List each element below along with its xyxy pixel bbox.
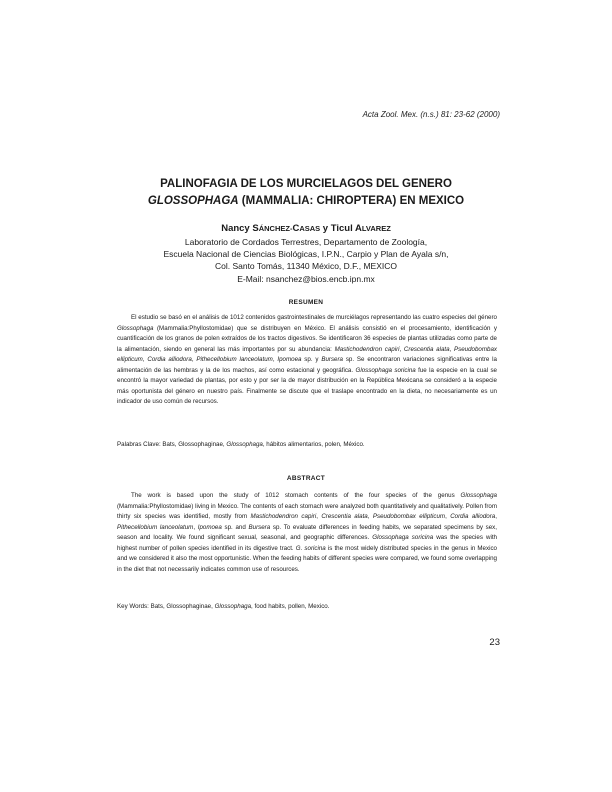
text-run: sp. To evaluate differences in feeding habits, we separated specimens by sex, season and locality. We found significant sexual, seasonal, and geographic differences.: [117, 523, 497, 541]
text-run: (Mammalia:Phyllostomidae) living in Mexico. The contents of each stomach were analyzed both quantitatively and qualitatively. Pollen from thirty six species was identified, mostly from: [117, 502, 497, 520]
title-line-2-rest: (MAMMALIA: CHIROPTERA) EN MEXICO: [238, 195, 465, 207]
author-connector: y: [320, 223, 331, 234]
title-line-2: [0, 193, 612, 210]
abstract-heading: ABSTRACT: [286, 475, 326, 482]
text-run: ,: [142, 356, 148, 363]
affiliation-line: Escuela Nacional de Ciencias Biológicas, I.P.N., Carpio y Plan de Ayala s/n,: [163, 249, 449, 260]
text-run: ,: [193, 523, 198, 531]
author-1-last2-initial: C: [292, 223, 300, 234]
article-title: [0, 176, 612, 210]
text-run: ,: [449, 345, 454, 353]
species-name: Pithecellobium lanceolatum: [117, 523, 194, 531]
affiliation-line: Col. Santo Tomás, 11340 México, D.F., MEXICO: [214, 261, 398, 272]
text-run: ,: [445, 513, 451, 520]
page-number: 23: [489, 637, 500, 648]
author-2-last-initial: A: [355, 223, 362, 234]
author-2-last-rest: LVAREZ: [361, 224, 391, 233]
species-name: Crescentia alata: [321, 513, 368, 520]
author-1-first: Nancy: [221, 223, 253, 234]
species-name: Ipomoea: [197, 523, 222, 531]
genus-name: Glossophaga: [226, 441, 263, 448]
affiliation: [0, 236, 612, 285]
text-run: fue la especie en la cual se encontró la mayor variedad de plantas, por esto y por ser la de mayor distribución en la República Mexicana se consideró a la especie más oportunista del género en nuestro país. Finalmente se discute que el traslape encontrado en la dieta, no necesariamente es un indicador de uso común de recursos.: [117, 366, 497, 405]
genus-name: Glossophaga: [460, 492, 497, 499]
species-name: Bursera: [248, 523, 271, 531]
species-name: Pseudobombax ellipticum: [372, 513, 446, 520]
title-line-1: PALINOFAGIA DE LOS MURCIELAGOS DEL GENERO: [160, 178, 452, 190]
text-run: sp. y: [301, 356, 322, 363]
resumen-heading: RESUMEN: [288, 299, 324, 306]
text-run: ,: [191, 356, 197, 363]
text-run: , hábitos alimentarios, polen, México.: [262, 441, 365, 448]
title-genus: GLOSSOPHAGA: [147, 195, 239, 207]
text-run: ,: [367, 513, 373, 520]
affiliation-line: Laboratorio de Cordados Terrestres, Departamento de Zoología,: [184, 237, 428, 247]
key-words: [117, 602, 497, 613]
text-run: Key Words: Bats, Glossophaginae,: [117, 603, 215, 610]
species-name: Glossophaga soricina: [355, 366, 416, 374]
text-run: ,: [495, 513, 497, 520]
species-name: G. soricina: [295, 544, 326, 552]
species-name: Crescentia alata: [403, 345, 450, 353]
text-run: ,: [272, 356, 278, 363]
species-name: Pithecellobium lanceolatum: [196, 356, 273, 363]
species-name: Ipomoea: [277, 356, 302, 363]
species-name: Mastichodendron capiri: [334, 345, 400, 353]
author-2-first: Ticul: [330, 223, 356, 234]
species-name: Mastichodendron capiri: [250, 513, 317, 520]
author-1-last-rest: ÁNCHEZ-: [258, 224, 293, 233]
species-name: Pseudobombax ellipticum: [117, 345, 497, 363]
text-run: ,: [316, 513, 322, 520]
author-1-last2-rest: ASAS: [299, 224, 321, 233]
palabras-clave: [117, 440, 497, 451]
species-name: Bursera: [321, 356, 343, 363]
text-run: was the species with highest number of pollen species identified in its digestive tract.: [117, 534, 497, 552]
text-run: ,: [399, 345, 404, 353]
genus-name: Glossophaga: [117, 324, 154, 332]
author-email: E-Mail: nsanchez@bios.encb.ipn.mx: [237, 273, 375, 284]
text-run: El estudio se basó en el análisis de 1012 contenidos gastrointestinales de murciélagos representando las cuatro especies del género: [131, 314, 497, 321]
text-run: Palabras Clave: Bats, Glossophaginae,: [117, 441, 227, 448]
resumen-paragraph: [117, 313, 497, 408]
text-run: (Mammalia:Phyllostomidae) que se distribuyen en México. El análisis consistió en el procesamiento, identificación y cuantificación de los granos de polen extraídos de los tractos digestivos. Se identificaron 36 especies de plantas utilizadas como parte de la alimentación, siendo en general las más importantes por su abundancia:: [117, 324, 497, 353]
author-1-last-initial: S: [252, 223, 259, 234]
species-name: Glossophaga soricina: [372, 534, 434, 541]
journal-citation: Acta Zool. Mex. (n.s.) 81: 23-62 (2000): [362, 110, 500, 119]
text-run: is the most widely distributed species in the genus in Mexico and we considered it also the most opportunistic. When the feeding habits of different species were compared, we found some overlapping in the diet that not necessarily indicates common use of resources.: [117, 544, 497, 573]
text-run: sp. Se encontraron variaciones significativas entre la alimentación de las hembras y la de los machos, así como estacional y geográfica.: [117, 356, 497, 374]
text-run: , food habits, pollen, Mexico.: [251, 603, 330, 610]
text-run: sp. and: [221, 523, 249, 531]
abstract-paragraph: [117, 491, 497, 575]
text-run: The work is based upon the study of 1012 stomach contents of the four species of the genus: [131, 492, 461, 499]
genus-name: Glossophaga: [214, 603, 252, 610]
author-line: [0, 223, 612, 234]
species-name: Cordia alliodora: [450, 513, 496, 520]
species-name: Cordia alliodora: [147, 356, 192, 363]
